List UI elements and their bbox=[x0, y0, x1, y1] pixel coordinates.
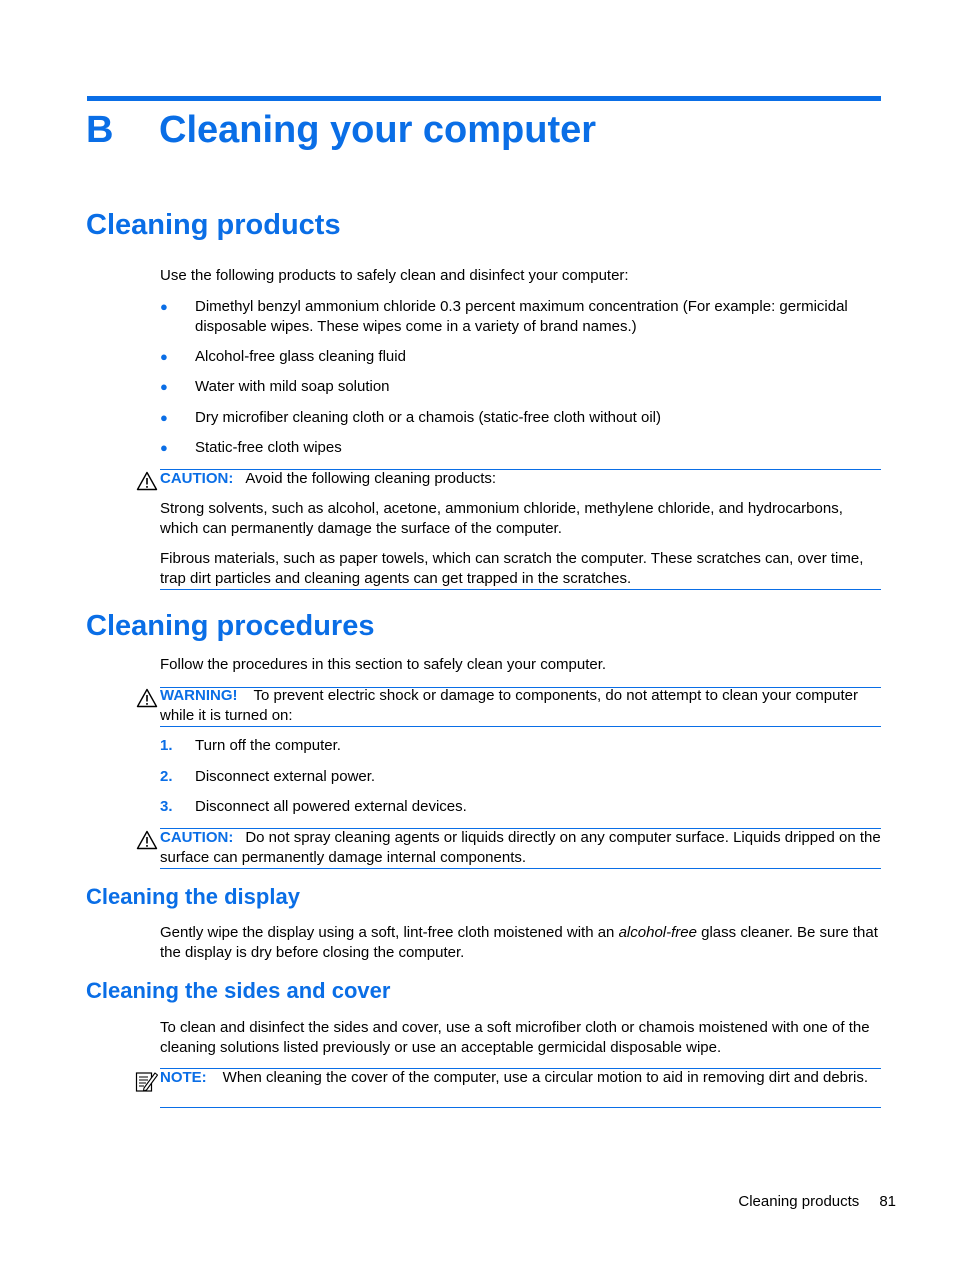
display-text-after: glass cleaner. Be sure that the display is dry before closing the computer. bbox=[160, 924, 878, 961]
products-heading: Cleaning products bbox=[86, 209, 341, 241]
warning-triangle-icon bbox=[136, 830, 158, 850]
step-number: 3. bbox=[160, 798, 173, 815]
caution-text: Avoid the following cleaning products: bbox=[245, 470, 497, 487]
bullet-icon: ● bbox=[160, 349, 168, 364]
page-footer bbox=[738, 1192, 896, 1212]
chapter-title: Cleaning your computer bbox=[159, 109, 597, 151]
step-item: Disconnect external power. bbox=[195, 768, 376, 785]
step-number: 2. bbox=[160, 768, 173, 785]
note-label: NOTE: bbox=[160, 1069, 207, 1086]
products-intro: Use the following products to safely clean and disinfect your computer: bbox=[160, 267, 629, 284]
warning-label: WARNING! bbox=[160, 687, 238, 704]
warning-triangle-icon bbox=[136, 688, 158, 708]
list-item: Static-free cloth wipes bbox=[195, 439, 342, 456]
procedures-intro: Follow the procedures in this section to safely clean your computer. bbox=[160, 656, 607, 673]
list-item: Dry microfiber cleaning cloth or a chamois (static-free cloth without oil) bbox=[195, 409, 662, 426]
chapter-letter: B bbox=[86, 109, 114, 151]
note-pencil-icon bbox=[135, 1069, 159, 1093]
warning-text: To prevent electric shock or damage to components, do not attempt to clean your computer while it is turned on: bbox=[160, 687, 858, 724]
caution-notice bbox=[160, 828, 882, 867]
footer-section: Cleaning products bbox=[738, 1193, 860, 1210]
chapter-rule bbox=[87, 96, 881, 101]
note-text: When cleaning the cover of the computer, use a circular motion to aid in removing dirt and debris. bbox=[222, 1069, 869, 1086]
step-item: Disconnect all powered external devices. bbox=[195, 798, 467, 815]
display-paragraph bbox=[160, 923, 882, 962]
notice-rule-bottom bbox=[160, 589, 881, 590]
caution-label: CAUTION: bbox=[160, 470, 234, 487]
display-text-before: Gently wipe the display using a soft, lint-free cloth moistened with an bbox=[160, 924, 619, 941]
warning-notice bbox=[160, 686, 882, 725]
list-item: Dimethyl benzyl ammonium chloride 0.3 percent maximum concentration (For example: germicidal disposable wipes. These wipes come in a variety of brand names.) bbox=[195, 298, 848, 335]
notice-rule-bottom bbox=[160, 868, 881, 869]
caution-label: CAUTION: bbox=[160, 829, 234, 846]
display-text-emphasis: alcohol-free bbox=[618, 924, 697, 941]
bullet-icon: ● bbox=[160, 440, 168, 455]
note-notice bbox=[160, 1068, 882, 1088]
caution-paragraph: Fibrous materials, such as paper towels, which can scratch the computer. These scratches can, over time, trap dirt particles and cleaning agents can get trapped in the scratches. bbox=[160, 550, 864, 587]
bullet-icon: ● bbox=[160, 379, 168, 394]
bullet-icon: ● bbox=[160, 299, 168, 314]
step-item: Turn off the computer. bbox=[195, 737, 341, 754]
display-heading: Cleaning the display bbox=[86, 884, 300, 909]
step-number: 1. bbox=[160, 737, 173, 754]
warning-triangle-icon bbox=[136, 471, 158, 491]
sides-paragraph: To clean and disinfect the sides and cover, use a soft microfiber cloth or chamois moistened with one of the cleaning solutions listed previously or use an acceptable germicidal disposable wipe. bbox=[160, 1019, 870, 1056]
bullet-icon: ● bbox=[160, 410, 168, 425]
caution-text: Do not spray cleaning agents or liquids directly on any computer surface. Liquids dripped on the surface can permanently damage internal components. bbox=[160, 829, 881, 866]
caution-paragraph: Strong solvents, such as alcohol, acetone, ammonium chloride, methylene chloride, and hydrocarbons, which can permanently damage the surface of the computer. bbox=[160, 500, 843, 537]
list-item: Alcohol-free glass cleaning fluid bbox=[195, 348, 406, 365]
sides-heading: Cleaning the sides and cover bbox=[86, 978, 391, 1003]
procedures-heading: Cleaning procedures bbox=[86, 610, 375, 642]
caution-notice bbox=[160, 469, 882, 489]
page-number: 81 bbox=[879, 1193, 896, 1210]
notice-rule-bottom bbox=[160, 726, 881, 727]
notice-rule-bottom bbox=[160, 1107, 881, 1108]
list-item: Water with mild soap solution bbox=[195, 378, 390, 395]
